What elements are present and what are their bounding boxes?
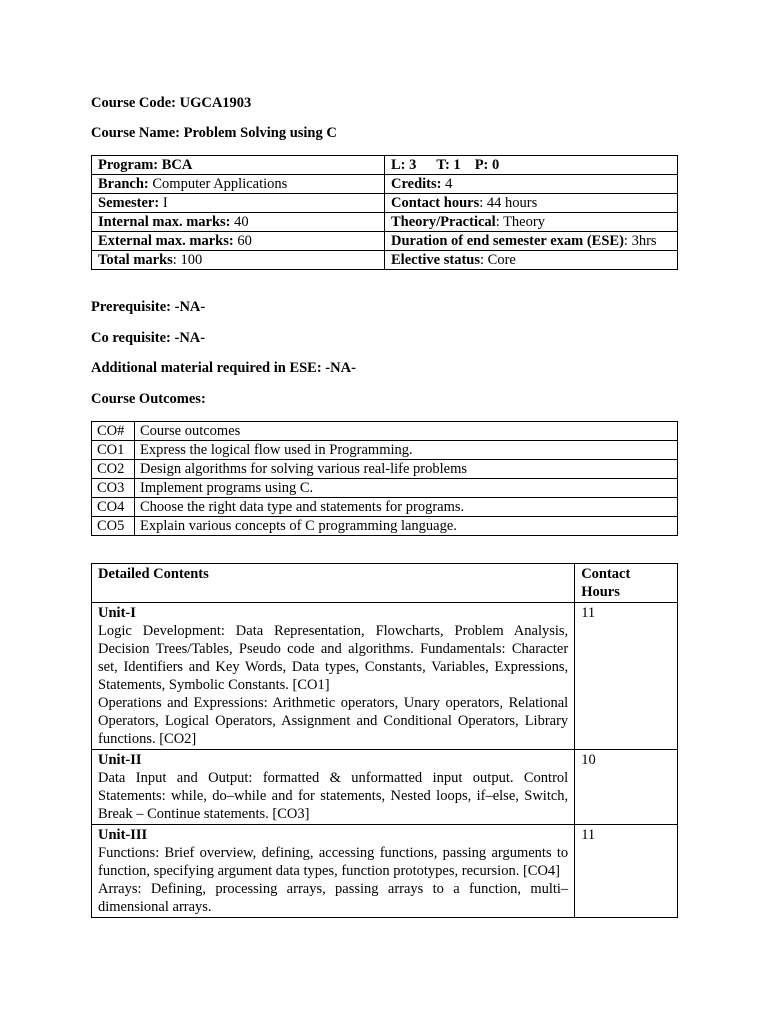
- unit-paragraph: Data Input and Output: formatted & unformatted input output. Control Statements: while, do–while and for statements, Nested loops, if–else, Switch, Break – Continue statements. [CO3]: [98, 770, 569, 822]
- table-row: [92, 460, 678, 479]
- unit-paragraph: Arrays: Defining, processing arrays, passing arrays to a function, multi–dimensional arrays.: [98, 881, 569, 915]
- detailed-contents-table: [91, 563, 678, 918]
- unit-paragraph: Functions: Brief overview, defining, accessing functions, passing arguments to function, specifying argument data types, function prototypes, recursion. [CO4]: [98, 845, 569, 879]
- ese-duration-cell: Duration of end semester exam (ESE): 3hrs: [385, 232, 678, 251]
- ltp-l: L: 3: [391, 157, 417, 173]
- table-row: [92, 422, 678, 441]
- table-row: [92, 251, 678, 270]
- table-row: [92, 441, 678, 460]
- course-outcomes-heading: Course Outcomes:: [91, 391, 206, 407]
- unit-title: Unit-II: [98, 752, 142, 768]
- unit-hours: 11: [575, 825, 678, 918]
- unit-hours: 10: [575, 750, 678, 825]
- contact-hours-header: Contact Hours: [575, 564, 678, 603]
- table-row: [92, 175, 678, 194]
- unit-content: [92, 603, 575, 750]
- co-id: CO2: [92, 460, 135, 479]
- internal-marks-cell: Internal max. marks: 40: [92, 213, 385, 232]
- additional-material: Additional material required in ESE: -NA-: [91, 360, 356, 376]
- theory-practical-cell: Theory/Practical: Theory: [385, 213, 678, 232]
- table-row: [92, 517, 678, 536]
- total-marks-cell: Total marks: 100: [92, 251, 385, 270]
- unit-title: Unit-I: [98, 605, 136, 621]
- ltp-p: P: 0: [474, 157, 500, 173]
- contact-hours-cell: Contact hours: 44 hours: [385, 194, 678, 213]
- course-info-table: [91, 155, 678, 270]
- course-name: Course Name: Problem Solving using C: [91, 125, 337, 141]
- co-id: CO4: [92, 498, 135, 517]
- table-row: [92, 498, 678, 517]
- co-header-desc: Course outcomes: [135, 422, 678, 441]
- detailed-contents-header: Detailed Contents: [92, 564, 575, 603]
- ltp-t: T: 1: [436, 157, 461, 173]
- unit-content: [92, 750, 575, 825]
- prerequisite: Prerequisite: -NA-: [91, 299, 206, 315]
- branch-cell: Branch: Computer Applications: [92, 175, 385, 194]
- co-desc: Choose the right data type and statements for programs.: [135, 498, 678, 517]
- course-outcomes-table: [91, 421, 678, 536]
- table-row: [92, 213, 678, 232]
- unit-paragraph: Logic Development: Data Representation, Flowcharts, Problem Analysis, Decision Trees/Tables, Pseudo code and algorithms. Fundamentals: Character set, Identifiers and Key Words, Data types, Constants, Variables, Expressions, Statements, Symbolic Constants. [CO1]: [98, 623, 569, 693]
- table-row: [92, 232, 678, 251]
- ltp-cell: [385, 156, 678, 175]
- table-row: [92, 825, 678, 918]
- co-desc: Implement programs using C.: [135, 479, 678, 498]
- co-id: CO3: [92, 479, 135, 498]
- co-header-num: CO#: [92, 422, 135, 441]
- table-row: [92, 156, 678, 175]
- co-id: CO1: [92, 441, 135, 460]
- corequisite: Co requisite: -NA-: [91, 330, 206, 346]
- program-cell: Program: BCA: [92, 156, 385, 175]
- external-marks-cell: External max. marks: 60: [92, 232, 385, 251]
- semester-cell: Semester: I: [92, 194, 385, 213]
- co-desc: Explain various concepts of C programming language.: [135, 517, 678, 536]
- unit-title: Unit-III: [98, 827, 148, 843]
- table-row: [92, 564, 678, 603]
- unit-paragraph: Operations and Expressions: Arithmetic operators, Unary operators, Relational Operators, Logical Operators, Assignment and Conditional Operators, Library functions. [CO2]: [98, 695, 569, 747]
- table-row: [92, 479, 678, 498]
- unit-hours: 11: [575, 603, 678, 750]
- co-id: CO5: [92, 517, 135, 536]
- co-desc: Design algorithms for solving various real-life problems: [135, 460, 678, 479]
- unit-content: [92, 825, 575, 918]
- co-desc: Express the logical flow used in Programming.: [135, 441, 678, 460]
- table-row: [92, 750, 678, 825]
- table-row: [92, 194, 678, 213]
- elective-status-cell: Elective status: Core: [385, 251, 678, 270]
- credits-cell: Credits: 4: [385, 175, 678, 194]
- table-row: [92, 603, 678, 750]
- course-code: Course Code: UGCA1903: [91, 95, 252, 111]
